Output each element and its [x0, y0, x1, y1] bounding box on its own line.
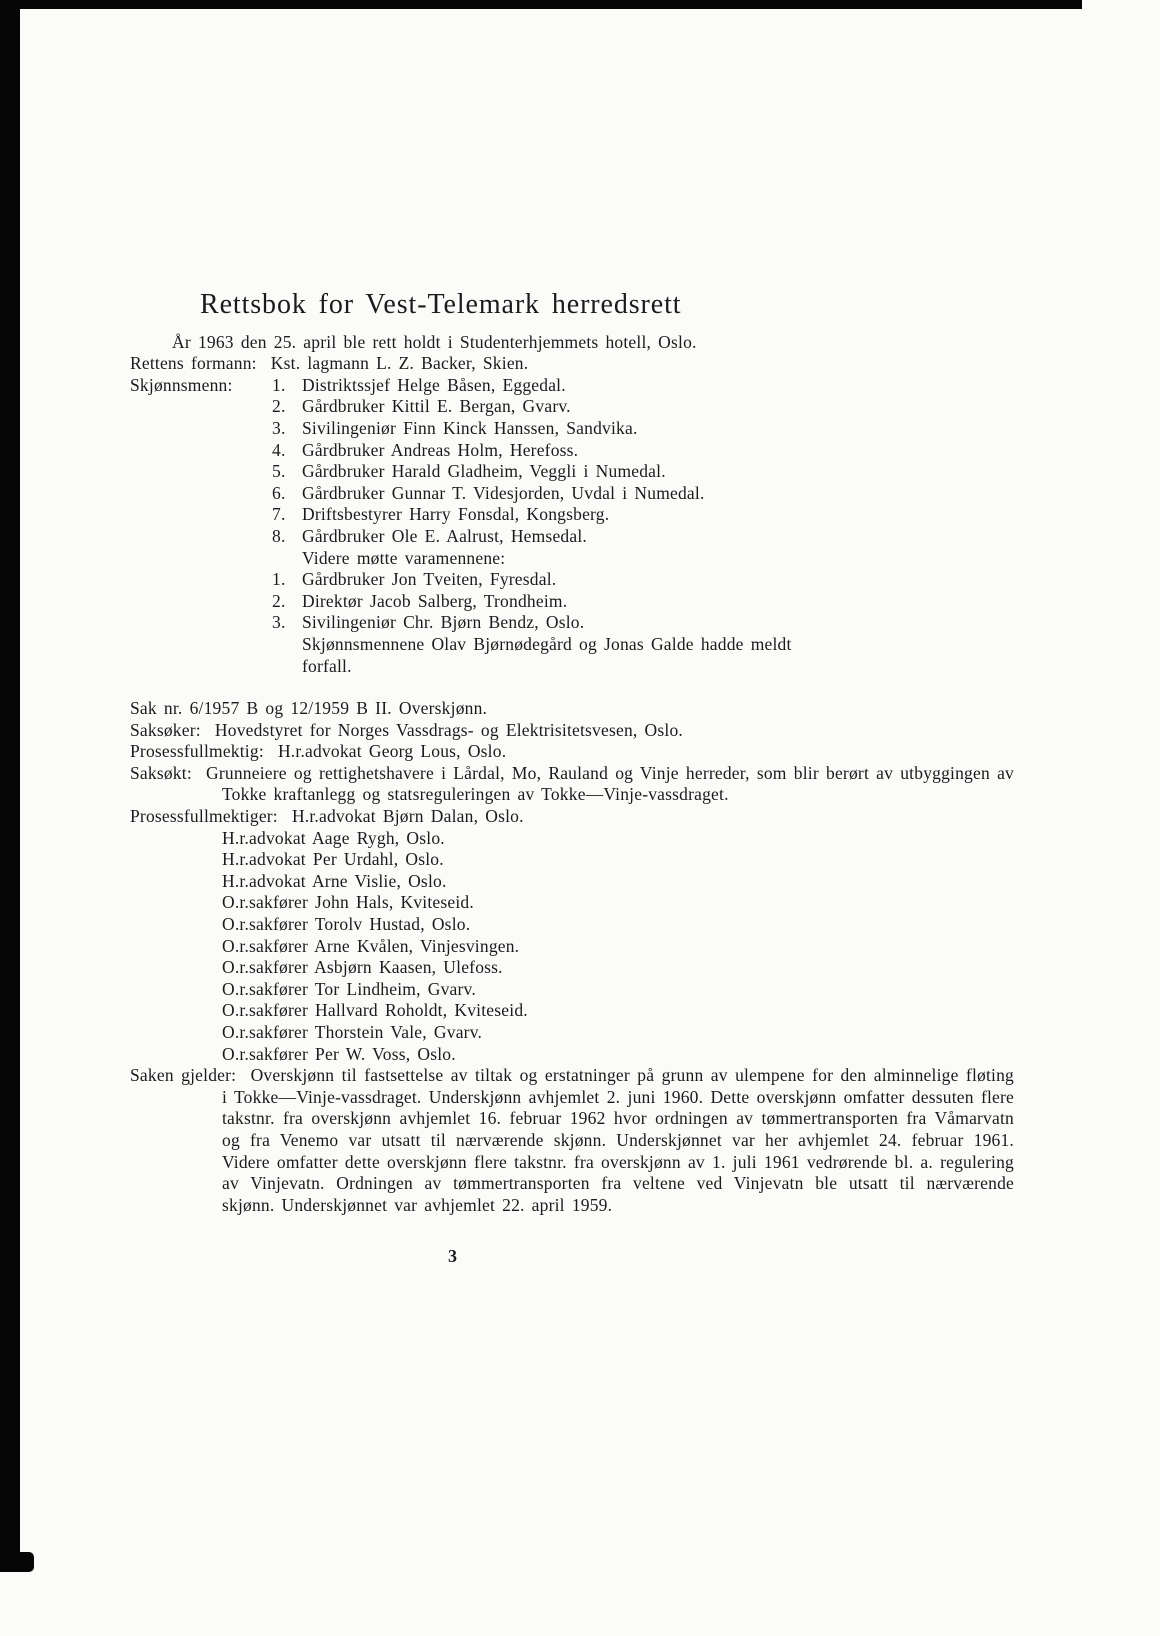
deputy-number: 3. [272, 612, 286, 633]
absence-note: Skjønnsmennene Olav Bjørnødegård og Jonas Galde hadde meldt forfall. [302, 633, 792, 676]
scan-artifact-bottom-blob [0, 1552, 34, 1572]
plaintiff-value: Hovedstyret for Norges Vassdrags- og Elektrisitetsvesen, Oslo. [214, 719, 683, 740]
appraiser-number: 4. [272, 439, 286, 460]
scan-artifact-left-edge [0, 0, 20, 1570]
appraiser-name: Gårdbruker Andreas Holm, Herefoss. [302, 439, 579, 460]
chairman-value: Kst. lagmann L. Z. Backer, Skien. [270, 353, 529, 374]
appraiser-name: Distriktssjef Helge Båsen, Eggedal. [302, 374, 566, 395]
appraiser-number: 2. [272, 396, 286, 417]
defendant-counsel-first: H.r.advokat Bjørn Dalan, Oslo. [291, 806, 524, 827]
plaintiff-counsel-line [130, 741, 1014, 763]
counsel-list-item: O.r.sakfører Arne Kvålen, Vinjesvingen. [222, 935, 520, 956]
appraiser-name: Gårdbruker Ole E. Aalrust, Hemsedal. [302, 525, 587, 546]
deputy-name: Direktør Jacob Salberg, Trondheim. [302, 590, 568, 611]
appraiser-row [130, 504, 1014, 526]
plaintiff-label: Saksøker: [130, 719, 201, 740]
counsel-list-item: O.r.sakfører Tor Lindheim, Gvarv. [222, 978, 476, 999]
appraiser-row [130, 396, 1014, 418]
appraiser-row [130, 461, 1014, 483]
appraiser-name: Gårdbruker Kittil E. Bergan, Gvarv. [302, 396, 571, 417]
counsel-list-item: O.r.sakfører Torolv Hustad, Oslo. [222, 914, 471, 935]
deputy-name: Gårdbruker Jon Tveiten, Fyresdal. [302, 569, 557, 590]
deputies-heading: Videre møtte varamennene: [302, 547, 506, 568]
court-session-section [130, 332, 1014, 678]
appraiser-number: 1. [272, 374, 286, 395]
counsel-list-item: H.r.advokat Arne Vislie, Oslo. [222, 870, 447, 891]
appraiser-name: Gårdbruker Gunnar T. Videsjorden, Uvdal i Numedal. [302, 482, 705, 503]
scan-artifact-top-edge [0, 0, 1082, 9]
counsel-list-item: O.r.sakfører Per W. Voss, Oslo. [222, 1043, 456, 1064]
case-subject-value: Overskjønn til fastsettelse av tiltak og erstatninger på grunn av ulempene for den alminnelige fløting i Tokke—Vinje-vassdraget. Underskjønn avhjemlet 2. juni 1960. Dette overskjønn omfatter dessuten flere takstnr. fra overskjønn avhjemlet 16. februar 1962 hvor ordningen av tømmertransporten fra Våmarvatn og fra Venemo var utsatt til nærværende skjønn. Underskjønnet var her avhjemlet 24. februar 1961. Videre omfatter dette overskjønn flere takstnr. fra overskjønn av 1. juli 1961 vedrørende bl. a. regulering av Vinjevatn. Ordningen av tømmertransporten fra veltene ved Vinjevatn ble utsatt til nærværende skjønn. Underskjønnet var avhjemlet 22. april 1959. [222, 1065, 1014, 1215]
deputy-number: 1. [272, 569, 286, 590]
plaintiff-counsel-value: H.r.advokat Georg Lous, Oslo. [277, 741, 507, 762]
page-content [130, 289, 1014, 1268]
defendant-counsel-label: Prosessfullmektiger: [130, 806, 278, 827]
counsel-list-item: H.r.advokat Per Urdahl, Oslo. [222, 849, 444, 870]
deputy-row [130, 569, 1014, 591]
appraiser-row [130, 526, 1014, 548]
case-number-line: Sak nr. 6/1957 B og 12/1959 B II. Overskjønn. [130, 698, 488, 719]
appraiser-number: 5. [272, 461, 286, 482]
counsel-list-item: O.r.sakfører John Hals, Kviteseid. [222, 892, 474, 913]
deputy-row [130, 591, 1014, 613]
appraiser-row [130, 440, 1014, 462]
appraiser-row [130, 418, 1014, 440]
appraiser-row [130, 483, 1014, 505]
case-summary-section [130, 698, 1014, 1216]
plaintiff-line [130, 720, 1014, 742]
deputy-number: 2. [272, 590, 286, 611]
appraiser-number: 3. [272, 417, 286, 438]
appraiser-name: Driftsbestyrer Harry Fonsdal, Kongsberg. [302, 504, 610, 525]
page-title: Rettsbok for Vest-Telemark herredsrett [200, 289, 682, 320]
appraisers-label: Skjønnsmenn: [130, 374, 233, 395]
page-number: 3 [448, 1246, 458, 1267]
appraiser-name: Gårdbruker Harald Gladheim, Veggli i Numedal. [302, 461, 666, 482]
case-subject-label: Saken gjelder: [130, 1065, 237, 1086]
appraiser-number: 8. [272, 525, 286, 546]
defendant-paragraph [130, 763, 1014, 806]
appraiser-row [130, 375, 1014, 397]
defendant-label: Saksøkt: [130, 762, 192, 783]
counsel-list-item: O.r.sakfører Asbjørn Kaasen, Ulefoss. [222, 957, 503, 978]
session-intro-line: År 1963 den 25. april ble rett holdt i Studenterhjemmets hotell, Oslo. [172, 331, 697, 352]
counsel-list-item: H.r.advokat Aage Rygh, Oslo. [222, 827, 445, 848]
chairman-label: Rettens formann: [130, 353, 257, 374]
court-chairman-line [130, 353, 1014, 375]
counsel-list-item: O.r.sakfører Thorstein Vale, Gvarv. [222, 1022, 483, 1042]
appraiser-number: 6. [272, 482, 286, 503]
defendant-value: Grunneiere og rettighetshavere i Lårdal, Mo, Rauland og Vinje herreder, som blir berørt av utbyggingen av Tokke kraftanlegg og statsreguleringen av Tokke—Vinje-vassdraget. [206, 762, 1014, 805]
case-subject-paragraph [130, 1065, 1014, 1216]
counsel-list-item: O.r.sakfører Hallvard Roholdt, Kviteseid. [222, 1000, 528, 1021]
appraiser-number: 7. [272, 504, 286, 525]
defendant-counsel-line [130, 806, 1014, 828]
plaintiff-counsel-label: Prosessfullmektig: [130, 741, 264, 762]
deputy-name: Sivilingeniør Chr. Bjørn Bendz, Oslo. [302, 612, 585, 633]
deputy-row [130, 612, 1014, 634]
appraiser-name: Sivilingeniør Finn Kinck Hanssen, Sandvika. [302, 417, 638, 438]
